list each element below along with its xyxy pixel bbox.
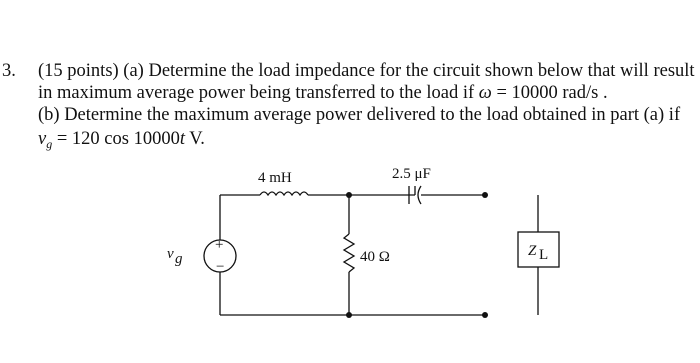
circuit-svg bbox=[0, 150, 700, 358]
problem-statement bbox=[0, 0, 700, 150]
node-top-right bbox=[482, 192, 488, 198]
node-bottom-right bbox=[482, 312, 488, 318]
problem-line-1: (15 points) (a) Determine the load impedance for the circuit shown below that will result bbox=[38, 61, 695, 81]
problem-line-3: (b) Determine the maximum average power delivered to the load obtained in part (a) if bbox=[38, 105, 681, 125]
problem-line-2 bbox=[38, 82, 608, 104]
inductor-symbol bbox=[260, 192, 308, 195]
vg-unit: V. bbox=[184, 129, 205, 149]
inductor-label: 4 mH bbox=[258, 170, 292, 186]
load-label-main: Z bbox=[528, 243, 537, 259]
capacitor-plate-right bbox=[418, 186, 421, 204]
node-top-mid bbox=[346, 192, 352, 198]
source-label-sub: g bbox=[175, 251, 183, 267]
source-plus-sign: + bbox=[215, 237, 224, 253]
vg-time: t bbox=[179, 129, 185, 149]
problem-number: 3. bbox=[2, 61, 16, 81]
resistor-symbol bbox=[344, 234, 354, 272]
vg-equation: = 120 cos 10000 bbox=[52, 129, 180, 149]
omega-value: = 10000 rad/s . bbox=[491, 83, 608, 103]
node-bottom-mid bbox=[346, 312, 352, 318]
circuit-diagram bbox=[0, 150, 700, 358]
omega-symbol: ω bbox=[478, 83, 492, 103]
capacitor-label: 2.5 μF bbox=[392, 166, 431, 182]
source-minus-sign: − bbox=[216, 259, 225, 275]
resistor-label: 40 Ω bbox=[360, 249, 390, 265]
source-label-main: v bbox=[167, 246, 174, 262]
load-label-sub: L bbox=[539, 247, 549, 263]
vg-sub: g bbox=[46, 137, 53, 151]
problem-line-2-prefix: in maximum average power being transferred to the load if bbox=[38, 83, 475, 103]
vg-var: v bbox=[38, 129, 47, 149]
